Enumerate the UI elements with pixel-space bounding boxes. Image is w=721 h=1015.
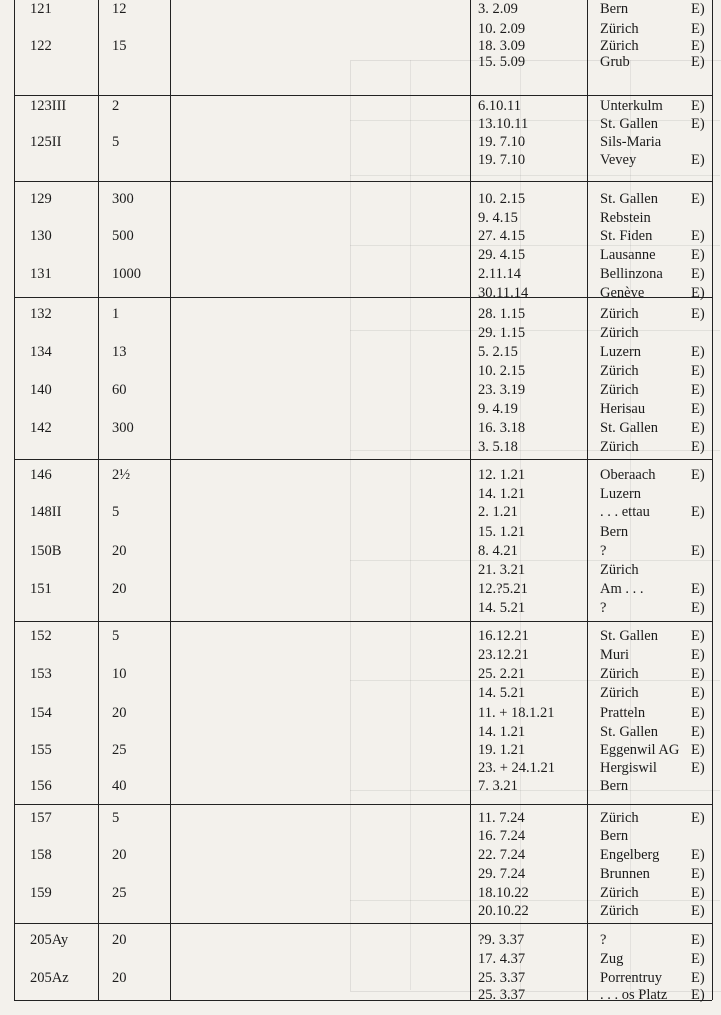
row-place: Zürich: [600, 325, 639, 341]
row-date: 8. 4.21: [478, 543, 518, 559]
row-number: 122: [30, 38, 52, 54]
row-date: 15. 5.09: [478, 54, 526, 70]
row-place: Zürich: [600, 685, 639, 701]
row-mark: E): [691, 228, 705, 244]
row-mark: E): [691, 760, 705, 776]
row-value: 20: [112, 847, 127, 863]
row-mark: E): [691, 987, 705, 1003]
row-date: 9. 4.19: [478, 401, 518, 417]
row-number: 129: [30, 191, 52, 207]
row-date: 11. 7.24: [478, 810, 525, 826]
row-number: 154: [30, 705, 52, 721]
row-place: Zürich: [600, 885, 639, 901]
row-date: 16. 7.24: [478, 828, 526, 844]
row-number: 151: [30, 581, 52, 597]
row-mark: E): [691, 666, 705, 682]
row-date: 15. 1.21: [478, 524, 526, 540]
row-date: 3. 5.18: [478, 439, 518, 455]
row-date: 17. 4.37: [478, 951, 526, 967]
row-date: 16.12.21: [478, 628, 529, 644]
row-place: Bern: [600, 828, 629, 844]
row-place: Engelberg: [600, 847, 660, 863]
row-number: 155: [30, 742, 52, 758]
row-date: 25. 2.21: [478, 666, 526, 682]
row-value: 20: [112, 932, 127, 948]
row-date: 7. 3.21: [478, 778, 518, 794]
row-mark: E): [691, 628, 705, 644]
row-mark: E): [691, 970, 705, 986]
row-place: Zug: [600, 951, 624, 967]
row-date: 19. 7.10: [478, 134, 526, 150]
row-place: St. Fiden: [600, 228, 653, 244]
row-place: Herisau: [600, 401, 646, 417]
row-number: 152: [30, 628, 52, 644]
row-mark: E): [691, 1, 705, 17]
row-mark: E): [691, 885, 705, 901]
row-mark: E): [691, 344, 705, 360]
row-place: Zürich: [600, 306, 639, 322]
row-mark: E): [691, 363, 705, 379]
row-value: 5: [112, 134, 120, 150]
row-value: 5: [112, 810, 120, 826]
row-mark: E): [691, 401, 705, 417]
row-date: ?9. 3.37: [478, 932, 525, 948]
row-place: St. Gallen: [600, 191, 658, 207]
row-number: 142: [30, 420, 52, 436]
row-number: 159: [30, 885, 52, 901]
row-date: 14. 1.21: [478, 486, 526, 502]
row-place: Sils-Maria: [600, 134, 662, 150]
row-place: Zürich: [600, 666, 639, 682]
row-place: Hergiswil: [600, 760, 657, 776]
row-mark: E): [691, 38, 705, 54]
row-place: Luzern: [600, 344, 642, 360]
row-date: 16. 3.18: [478, 420, 526, 436]
row-date: 10. 2.09: [478, 21, 526, 37]
row-number: 131: [30, 266, 52, 282]
row-value: 20: [112, 543, 127, 559]
row-date: 11. + 18.1.21: [478, 705, 555, 721]
row-number: 146: [30, 467, 52, 483]
row-date: 30.11.14: [478, 285, 529, 301]
row-value: 15: [112, 38, 127, 54]
row-place: Bern: [600, 1, 629, 17]
row-date: 29. 4.15: [478, 247, 526, 263]
row-value: 60: [112, 382, 127, 398]
row-mark: E): [691, 21, 705, 37]
row-place: Oberaach: [600, 467, 656, 483]
row-place: St. Gallen: [600, 724, 658, 740]
row-mark: E): [691, 866, 705, 882]
row-number: 153: [30, 666, 52, 682]
row-place: . . . os Platz: [600, 987, 668, 1003]
row-mark: E): [691, 932, 705, 948]
row-date: 18.10.22: [478, 885, 529, 901]
row-date: 23.12.21: [478, 647, 529, 663]
row-place: St. Gallen: [600, 116, 658, 132]
row-value: 12: [112, 1, 127, 17]
row-date: 23. 3.19: [478, 382, 526, 398]
row-value: 20: [112, 581, 127, 597]
row-value: 20: [112, 705, 127, 721]
row-date: 21. 3.21: [478, 562, 526, 578]
row-date: 14. 5.21: [478, 600, 526, 616]
row-place: St. Gallen: [600, 420, 658, 436]
row-mark: E): [691, 810, 705, 826]
row-date: 12. 1.21: [478, 467, 526, 483]
row-place: Eggenwil AG: [600, 742, 680, 758]
row-date: 27. 4.15: [478, 228, 526, 244]
row-number: 121: [30, 1, 52, 17]
row-place: ?: [600, 543, 607, 559]
row-mark: E): [691, 247, 705, 263]
row-value: 25: [112, 885, 127, 901]
row-mark: E): [691, 420, 705, 436]
row-date: 18. 3.09: [478, 38, 526, 54]
row-date: 13.10.11: [478, 116, 529, 132]
row-date: 2.11.14: [478, 266, 521, 282]
row-number: 150B: [30, 543, 62, 559]
row-number: 158: [30, 847, 52, 863]
row-mark: E): [691, 439, 705, 455]
row-value: 1000: [112, 266, 141, 282]
row-place: Grub: [600, 54, 630, 70]
row-date: 12.?5.21: [478, 581, 528, 597]
row-number: 140: [30, 382, 52, 398]
row-value: 5: [112, 504, 120, 520]
row-number: 130: [30, 228, 52, 244]
row-date: 28. 1.15: [478, 306, 526, 322]
row-date: 5. 2.15: [478, 344, 518, 360]
row-number: 125II: [30, 134, 62, 150]
row-place: Zürich: [600, 439, 639, 455]
row-place: Zürich: [600, 21, 639, 37]
row-place: Zürich: [600, 562, 639, 578]
row-date: 25. 3.37: [478, 987, 526, 1003]
row-mark: E): [691, 152, 705, 168]
row-place: ?: [600, 932, 607, 948]
row-date: 6.10.11: [478, 98, 521, 114]
row-mark: E): [691, 581, 705, 597]
row-mark: E): [691, 951, 705, 967]
row-number: 157: [30, 810, 52, 826]
row-place: Bellinzona: [600, 266, 663, 282]
row-date: 14. 1.21: [478, 724, 526, 740]
row-date: 19. 7.10: [478, 152, 526, 168]
row-mark: E): [691, 903, 705, 919]
row-date: 9. 4.15: [478, 210, 518, 226]
row-mark: E): [691, 467, 705, 483]
row-place: Genève: [600, 285, 645, 301]
row-date: 29. 7.24: [478, 866, 526, 882]
row-place: Brunnen: [600, 866, 650, 882]
row-place: Pratteln: [600, 705, 646, 721]
row-mark: E): [691, 705, 705, 721]
row-value: 25: [112, 742, 127, 758]
row-value: 300: [112, 191, 134, 207]
row-place: Rebstein: [600, 210, 651, 226]
row-value: 2½: [112, 467, 131, 483]
row-mark: E): [691, 285, 705, 301]
row-mark: E): [691, 647, 705, 663]
row-value: 13: [112, 344, 127, 360]
row-number: 132: [30, 306, 52, 322]
row-date: 3. 2.09: [478, 1, 518, 17]
row-place: Zürich: [600, 382, 639, 398]
row-mark: E): [691, 54, 705, 70]
row-mark: E): [691, 742, 705, 758]
row-mark: E): [691, 847, 705, 863]
row-mark: E): [691, 116, 705, 132]
row-place: Lausanne: [600, 247, 656, 263]
row-place: St. Gallen: [600, 628, 658, 644]
row-date: 23. + 24.1.21: [478, 760, 556, 776]
row-place: Unterkulm: [600, 98, 663, 114]
row-value: 300: [112, 420, 134, 436]
row-number: 123III: [30, 98, 67, 114]
row-date: 14. 5.21: [478, 685, 526, 701]
row-value: 40: [112, 778, 127, 794]
row-mark: E): [691, 98, 705, 114]
row-place: Bern: [600, 778, 629, 794]
row-date: 10. 2.15: [478, 363, 526, 379]
row-value: 20: [112, 970, 127, 986]
row-mark: E): [691, 504, 705, 520]
row-place: Porrentruy: [600, 970, 663, 986]
row-place: Bern: [600, 524, 629, 540]
row-value: 1: [112, 306, 120, 322]
row-number: 156: [30, 778, 52, 794]
row-number: 205Az: [30, 970, 69, 986]
row-mark: E): [691, 382, 705, 398]
row-value: 5: [112, 628, 120, 644]
row-place: ?: [600, 600, 607, 616]
row-number: 134: [30, 344, 52, 360]
row-place: Zürich: [600, 810, 639, 826]
row-date: 2. 1.21: [478, 504, 518, 520]
row-date: 22. 7.24: [478, 847, 526, 863]
row-value: 10: [112, 666, 127, 682]
row-place: Luzern: [600, 486, 642, 502]
row-number: 205Ay: [30, 932, 69, 948]
row-place: Zürich: [600, 38, 639, 54]
row-mark: E): [691, 191, 705, 207]
row-value: 2: [112, 98, 120, 114]
row-date: 29. 1.15: [478, 325, 526, 341]
row-number: 148II: [30, 504, 62, 520]
row-place: Am . . .: [600, 581, 644, 597]
row-place: . . . ettau: [600, 504, 650, 520]
row-date: 10. 2.15: [478, 191, 526, 207]
row-place: Zürich: [600, 363, 639, 379]
row-place: Vevey: [600, 152, 637, 168]
row-mark: E): [691, 543, 705, 559]
row-place: Muri: [600, 647, 629, 663]
row-mark: E): [691, 685, 705, 701]
row-mark: E): [691, 600, 705, 616]
row-place: Zürich: [600, 903, 639, 919]
row-date: 20.10.22: [478, 903, 529, 919]
row-mark: E): [691, 724, 705, 740]
row-date: 25. 3.37: [478, 970, 526, 986]
row-mark: E): [691, 266, 705, 282]
row-mark: E): [691, 306, 705, 322]
row-value: 500: [112, 228, 134, 244]
row-date: 19. 1.21: [478, 742, 526, 758]
